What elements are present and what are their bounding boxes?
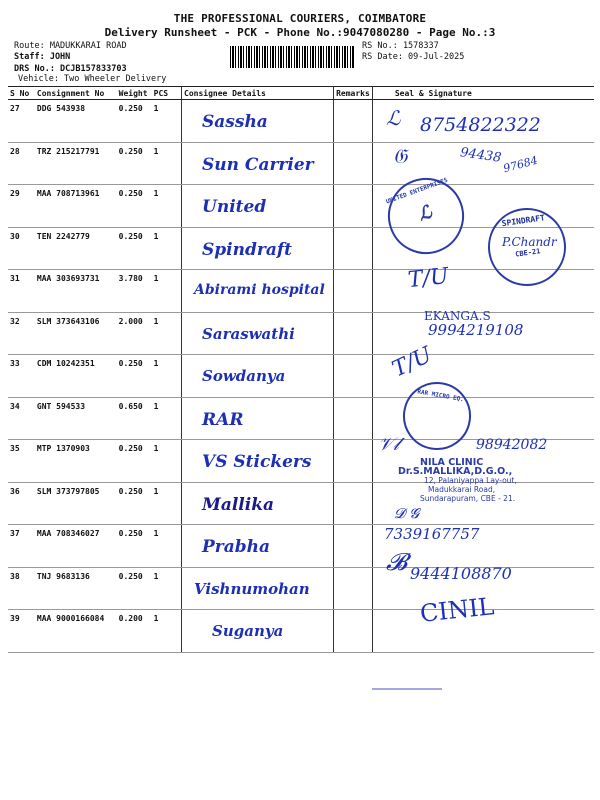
phone-handwriting-32: 9994219108 (428, 321, 524, 339)
col-weight: Weight (117, 87, 152, 100)
rar-micro-stamp: RAR MICRO EQ. (398, 377, 477, 456)
row-consignment: GNT 594533 (35, 397, 117, 440)
table-row (8, 525, 594, 568)
row-weight: 0.650 (117, 397, 152, 440)
company-title: THE PROFESSIONAL COURIERS, COIMBATORE (173, 12, 427, 25)
row-consignment: MTP 1370903 (35, 440, 117, 483)
drs-label: DRS No.: DCJB157833703 (14, 64, 127, 74)
consignee-handwriting: Abirami hospital (194, 282, 325, 298)
united-enterprises-stamp: UNITED ENTERPRISES ℒ (377, 167, 474, 264)
phone-handwriting-28a: 94438 (459, 145, 503, 166)
row-pcs: 1 (152, 525, 182, 568)
phone-handwriting-35: 98942082 (476, 437, 548, 453)
signature-scribble-27: ℒ (386, 106, 401, 130)
signature-scribble-30: P.Chandr (502, 235, 557, 249)
phone-handwriting-38: 9444108870 (410, 564, 512, 583)
row-pcs: 1 (152, 185, 182, 228)
row-weight: 0.250 (117, 440, 152, 483)
col-consignment: Consignment No (35, 87, 117, 100)
consignee-handwriting: Suganya (212, 622, 284, 640)
signature-scribble-35: 𝒱𝓁 (378, 434, 399, 455)
table-row (8, 397, 594, 440)
row-weight: 0.250 (117, 567, 152, 610)
row-pcs: 1 (152, 440, 182, 483)
phone-handwriting-37: 7339167757 (384, 525, 480, 543)
row-sno: 37 (8, 525, 35, 568)
col-pcs: PCS (152, 87, 182, 100)
row-pcs: 1 (152, 355, 182, 398)
rs-date: RS Date: 09-Jul-2025 (362, 52, 465, 62)
row-weight: 0.250 (117, 525, 152, 568)
row-weight: 0.250 (117, 100, 152, 143)
table-row (8, 610, 594, 653)
spindraft-stamp: SPINDRAFT CBE-21 (483, 203, 571, 291)
row-sno: 39 (8, 610, 35, 653)
consignee-handwriting: Mallika (202, 494, 275, 515)
consignee-handwriting: Vishnumohan (194, 579, 310, 598)
row-pcs: 1 (152, 100, 182, 143)
row-consignment: MAA 708713961 (35, 185, 117, 228)
row-consignment: MAA 303693731 (35, 270, 117, 313)
phone-handwriting-28b: 97684 (501, 153, 540, 176)
phone-handwriting-27: 8754822322 (420, 114, 541, 136)
row-weight: 0.250 (117, 227, 152, 270)
row-weight: 2.000 (117, 312, 152, 355)
row-weight: 3.780 (117, 270, 152, 313)
consignee-handwriting: VS Stickers (202, 452, 312, 472)
signature-scribble-37: 𝓓 𝓖 (394, 506, 420, 522)
nila-clinic-stamp: NILA CLINIC Dr.S.MALLIKA,D.G.O., 12, Palaniyappa Lay-out, Madukkarai Road, Sundarapuram, CBE - 21. (398, 457, 517, 503)
row-pcs: 1 (152, 270, 182, 313)
row-consignment: TNJ 9683136 (35, 567, 117, 610)
row-weight: 0.250 (117, 482, 152, 525)
row-sno: 33 (8, 355, 35, 398)
consignee-handwriting: Prabha (202, 537, 271, 557)
rs-number: RS No.: 1578337 (362, 41, 439, 51)
row-sno: 28 (8, 142, 35, 185)
consignee-handwriting: Spindraft (202, 239, 293, 260)
row-weight: 0.200 (117, 610, 152, 653)
row-consignment: SLM 373643106 (35, 312, 117, 355)
row-consignment: MAA 9000166084 (35, 610, 117, 653)
route-label: Route: MADUKKARAI ROAD (14, 41, 127, 51)
row-sno: 34 (8, 397, 35, 440)
consignee-handwriting: Sowdanya (202, 367, 286, 385)
row-sno: 30 (8, 227, 35, 270)
row-sno: 36 (8, 482, 35, 525)
row-sno: 32 (8, 312, 35, 355)
runsheet-subtitle: Delivery Runsheet - PCK - Phone No.:9047080280 - Page No.:3 (104, 26, 496, 39)
staff-label: Staff: JOHN (14, 52, 71, 62)
col-sno: S No (8, 87, 35, 100)
table-row (8, 355, 594, 398)
row-pcs: 1 (152, 610, 182, 653)
tu-mark-33: T/U (388, 342, 437, 383)
row-consignment: SLM 373797805 (35, 482, 117, 525)
row-sno: 31 (8, 270, 35, 313)
barcode-image (230, 46, 354, 68)
row-weight: 0.250 (117, 355, 152, 398)
row-consignment: DDG 543938 (35, 100, 117, 143)
receiver-name-32: EKANGA.S (424, 309, 491, 323)
row-pcs: 1 (152, 482, 182, 525)
row-sno: 35 (8, 440, 35, 483)
decorative-line (372, 688, 442, 690)
row-pcs: 1 (152, 312, 182, 355)
row-consignment: MAA 708346027 (35, 525, 117, 568)
signature-scribble-38: 𝓑 (386, 548, 408, 576)
col-remarks: Remarks (334, 87, 373, 100)
col-consignee: Consignee Details (182, 87, 334, 100)
consignee-handwriting: United (202, 197, 267, 217)
table-header-row (8, 87, 594, 100)
tu-mark-31: T/U (406, 263, 450, 294)
consignee-handwriting: Sun Carrier (202, 154, 314, 175)
consignee-handwriting: Sassha (202, 112, 268, 132)
consignee-handwriting: RAR (202, 409, 244, 430)
row-pcs: 1 (152, 227, 182, 270)
row-sno: 29 (8, 185, 35, 228)
row-sno: 27 (8, 100, 35, 143)
row-weight: 0.250 (117, 185, 152, 228)
row-weight: 0.250 (117, 142, 152, 185)
cinil-handwriting-39: CINIL (418, 592, 496, 628)
row-pcs: 1 (152, 397, 182, 440)
consignee-handwriting: Saraswathi (202, 324, 295, 343)
vehicle-label: Vehicle: Two Wheeler Delivery (18, 74, 167, 84)
row-consignment: CDM 10242351 (35, 355, 117, 398)
row-sno: 38 (8, 567, 35, 610)
col-signature: Seal & Signature (372, 87, 594, 100)
row-consignment: TEN 2242779 (35, 227, 117, 270)
row-pcs: 1 (152, 567, 182, 610)
row-consignment: TRZ 215217791 (35, 142, 117, 185)
row-pcs: 1 (152, 142, 182, 185)
signature-scribble-28: 𝔊 (393, 144, 408, 168)
